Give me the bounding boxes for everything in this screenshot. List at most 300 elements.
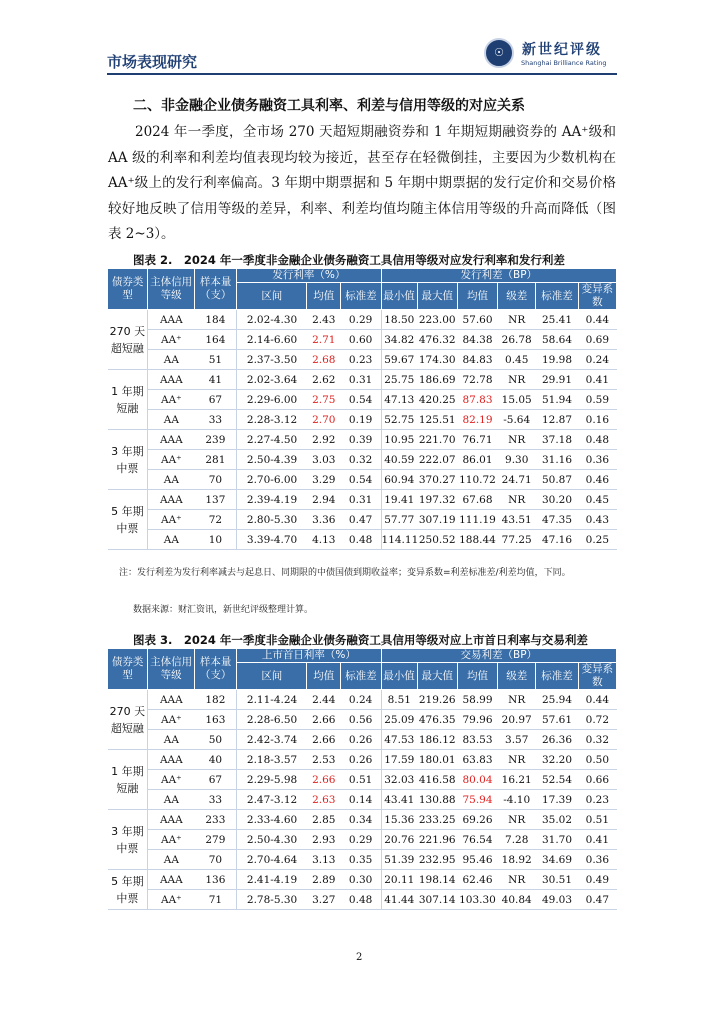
table-cell: 2.75	[307, 390, 341, 410]
table-cell: 164	[194, 330, 236, 350]
table-cell: AA	[148, 730, 195, 750]
table-cell: 103.30	[457, 890, 497, 910]
table-cell: 33	[194, 790, 236, 810]
table-cell: 3.57	[498, 730, 536, 750]
table-cell: 87.83	[457, 390, 497, 410]
table-cell: 197.32	[417, 490, 457, 510]
table-cell: 0.44	[578, 310, 616, 330]
table-cell: 222.07	[417, 450, 457, 470]
header-sample-count: 样本量（支）	[194, 649, 236, 690]
table-cell: -5.64	[498, 410, 536, 430]
table-row	[108, 310, 617, 330]
table-cell: 60.94	[381, 470, 417, 490]
table-cell: NR	[498, 870, 536, 890]
table-cell: 239	[194, 430, 236, 450]
table-row	[108, 730, 617, 750]
table-cell: 0.41	[578, 370, 616, 390]
header-min: 最小值	[381, 283, 417, 310]
table-cell: 0.45	[578, 490, 616, 510]
header-range: 区间	[237, 283, 307, 310]
table-cell: NR	[498, 690, 536, 710]
table-row	[108, 390, 617, 410]
table-cell: 2.92	[307, 430, 341, 450]
table-cell: 233	[194, 810, 236, 830]
table-cell: 47.16	[536, 530, 578, 550]
table-cell: 3.27	[307, 890, 341, 910]
table-cell: 31.70	[536, 830, 578, 850]
header-rating: 主体信用等级	[148, 269, 195, 310]
table-cell: 307.19	[417, 510, 457, 530]
table-cell: 76.71	[457, 430, 497, 450]
table-cell: 0.56	[341, 710, 381, 730]
table-cell: 34.82	[381, 330, 417, 350]
table-cell: 49.03	[536, 890, 578, 910]
table-cell: 63.83	[457, 750, 497, 770]
table2-note: 注：发行利差为发行利率减去与起息日、同期限的中债国债到期收益率；变异系数=利差标准差/利差均值，下同。	[119, 568, 571, 578]
header-rate-group: 上市首日利率（%）	[237, 649, 381, 663]
header-std: 标准差	[536, 663, 578, 690]
table-cell: 51.94	[536, 390, 578, 410]
table-cell: 0.23	[578, 790, 616, 810]
table-cell: 0.23	[341, 350, 381, 370]
table-cell: 40	[194, 750, 236, 770]
table-cell: 0.14	[341, 790, 381, 810]
table-cell: 84.83	[457, 350, 497, 370]
table-cell: 0.49	[578, 870, 616, 890]
section-heading: 二、非金融企业债务融资工具利率、利差与信用等级的对应关系	[133, 98, 525, 114]
table-cell: 2.50-4.30	[237, 830, 307, 850]
table-cell: 0.19	[341, 410, 381, 430]
table-cell: 3.36	[307, 510, 341, 530]
table-cell: 30.51	[536, 870, 578, 890]
table-cell: 3.13	[307, 850, 341, 870]
table-cell: 16.21	[498, 770, 536, 790]
table-cell: 10	[194, 530, 236, 550]
body-paragraph: 2024 年一季度，全市场 270 天超短期融资券和 1 年期短期融资券的 AA⁺级和 AA 级的利率和利差均值表现均较为接近，甚至存在轻微倒挂，主要因为少数机构在 AA⁺级上的发行利率偏高。3 年期中期票据和 5 年期中期票据的发行定价和交易价格较好地反映了信用等级的差异，利率、利差均值均随主体信用等级的升高而降低（图表 2~3）。	[108, 124, 616, 242]
table-cell: 20.11	[381, 870, 417, 890]
table-cell: 12.87	[536, 410, 578, 430]
table-cell: 3.29	[307, 470, 341, 490]
table-cell: 0.59	[578, 390, 616, 410]
table-cell: NR	[498, 810, 536, 830]
table-cell: 75.94	[457, 790, 497, 810]
table-cell: AA⁺	[148, 390, 195, 410]
table-cell: 2.43	[307, 310, 341, 330]
bond-type-cell: 1 年期短融	[108, 370, 148, 430]
table-cell: 71	[194, 890, 236, 910]
table-cell: 198.14	[417, 870, 457, 890]
table-cell: 2.42-3.74	[237, 730, 307, 750]
table-cell: 15.05	[498, 390, 536, 410]
header-section-title: 市场表现研究	[107, 53, 198, 71]
table-cell: AA	[148, 530, 195, 550]
table-cell: AAA	[148, 810, 195, 830]
table-cell: 186.69	[417, 370, 457, 390]
table-cell: 70	[194, 470, 236, 490]
table-cell: AA⁺	[148, 890, 195, 910]
table3-caption: 图表 3. 2024 年一季度非金融企业债务融资工具信用等级对应上市首日利率与交易利差	[133, 633, 588, 647]
table-cell: 82.19	[457, 410, 497, 430]
table-cell: 2.80-5.30	[237, 510, 307, 530]
table-cell: 2.89	[307, 870, 341, 890]
table-cell: AAA	[148, 370, 195, 390]
table-cell: 2.29-5.98	[237, 770, 307, 790]
header-std: 标准差	[536, 283, 578, 310]
table-row	[108, 830, 617, 850]
table-cell: 250.52	[417, 530, 457, 550]
table-cell: 70	[194, 850, 236, 870]
table-cell: 0.36	[578, 450, 616, 470]
table-cell: 47.53	[381, 730, 417, 750]
table-cell: 0.48	[341, 530, 381, 550]
table-cell: 370.27	[417, 470, 457, 490]
table-cell: AA⁺	[148, 710, 195, 730]
table-cell: 0.24	[341, 690, 381, 710]
table-cell: 62.46	[457, 870, 497, 890]
table-cell: 2.14-6.60	[237, 330, 307, 350]
header-std: 标准差	[341, 283, 381, 310]
table-cell: 0.32	[341, 450, 381, 470]
table-row	[108, 370, 617, 390]
table-cell: 0.39	[341, 430, 381, 450]
header-rate-group: 发行利率（%）	[237, 269, 381, 283]
table-cell: 2.33-4.60	[237, 810, 307, 830]
table-cell: 2.27-4.50	[237, 430, 307, 450]
table-cell: 0.46	[578, 470, 616, 490]
page-number: 2	[356, 952, 363, 963]
table-cell: 0.16	[578, 410, 616, 430]
table-cell: 130.88	[417, 790, 457, 810]
table-cell: 3.03	[307, 450, 341, 470]
bond-type-cell: 5 年期中票	[108, 870, 148, 910]
table-cell: 476.32	[417, 330, 457, 350]
header-max: 最大值	[417, 283, 457, 310]
table-cell: AA	[148, 850, 195, 870]
header-bond-type: 债券类型	[108, 269, 148, 310]
table-cell: 0.50	[578, 750, 616, 770]
bond-type-cell: 1 年期短融	[108, 750, 148, 810]
table-cell: 0.54	[341, 470, 381, 490]
table-cell: 137	[194, 490, 236, 510]
table-cell: AAA	[148, 870, 195, 890]
table-cell: 4.13	[307, 530, 341, 550]
table-cell: 2.70-6.00	[237, 470, 307, 490]
table-cell: 279	[194, 830, 236, 850]
table-cell: 2.11-4.24	[237, 690, 307, 710]
table-cell: 0.51	[341, 770, 381, 790]
table-cell: 59.67	[381, 350, 417, 370]
table-cell: 76.54	[457, 830, 497, 850]
logo-text-en: Shanghai Brilliance Rating	[521, 59, 607, 67]
table-cell: AA	[148, 790, 195, 810]
table-cell: 0.34	[341, 810, 381, 830]
table-cell: 47.35	[536, 510, 578, 530]
table-cell: AA	[148, 350, 195, 370]
table-cell: 40.59	[381, 450, 417, 470]
table-cell: 0.29	[341, 830, 381, 850]
table-cell: 186.12	[417, 730, 457, 750]
table-cell: 110.72	[457, 470, 497, 490]
header-cv: 变异系数	[578, 663, 616, 690]
table-row	[108, 890, 617, 910]
table-cell: NR	[498, 370, 536, 390]
table-cell: 77.25	[498, 530, 536, 550]
header-grade: 级差	[498, 283, 536, 310]
table-cell: 51	[194, 350, 236, 370]
table-row	[108, 750, 617, 770]
table-row	[108, 790, 617, 810]
table-cell: 95.46	[457, 850, 497, 870]
table-cell: 19.98	[536, 350, 578, 370]
table-cell: 0.72	[578, 710, 616, 730]
table-cell: 41.44	[381, 890, 417, 910]
table-cell: 50.87	[536, 470, 578, 490]
table-cell: 0.31	[341, 370, 381, 390]
table-cell: 2.68	[307, 350, 341, 370]
table-cell: 420.25	[417, 390, 457, 410]
table-cell: 18.92	[498, 850, 536, 870]
table-cell: 233.25	[417, 810, 457, 830]
table-cell: 25.75	[381, 370, 417, 390]
table-cell: 24.71	[498, 470, 536, 490]
table-cell: 18.50	[381, 310, 417, 330]
table-cell: 9.30	[498, 450, 536, 470]
header-std: 标准差	[341, 663, 381, 690]
table-row	[108, 430, 617, 450]
table-cell: 232.95	[417, 850, 457, 870]
table-cell: 2.28-3.12	[237, 410, 307, 430]
table-cell: 2.02-3.64	[237, 370, 307, 390]
table-cell: AA⁺	[148, 510, 195, 530]
table-cell: 221.96	[417, 830, 457, 850]
table-cell: 219.26	[417, 690, 457, 710]
table-cell: 476.35	[417, 710, 457, 730]
table2-issue-rates	[107, 268, 617, 550]
table-cell: 2.28-6.50	[237, 710, 307, 730]
table-cell: -4.10	[498, 790, 536, 810]
table2-caption: 图表 2. 2024 年一季度非金融企业债务融资工具信用等级对应发行利率和发行利差	[133, 253, 565, 267]
table-cell: 2.18-3.57	[237, 750, 307, 770]
table-cell: NR	[498, 310, 536, 330]
table-cell: 2.78-5.30	[237, 890, 307, 910]
table-row	[108, 330, 617, 350]
table-row	[108, 490, 617, 510]
table-cell: 47.13	[381, 390, 417, 410]
table-cell: NR	[498, 750, 536, 770]
table-row	[108, 510, 617, 530]
table-cell: 2.70-4.64	[237, 850, 307, 870]
table-row	[108, 450, 617, 470]
table-row	[108, 470, 617, 490]
table-cell: 25.94	[536, 690, 578, 710]
table-cell: 0.43	[578, 510, 616, 530]
table-cell: 35.02	[536, 810, 578, 830]
table-cell: 0.26	[341, 750, 381, 770]
table-cell: 281	[194, 450, 236, 470]
table-cell: 20.97	[498, 710, 536, 730]
table2-source: 数据来源：财汇资讯，新世纪评级整理计算。	[133, 605, 314, 615]
table-cell: 2.44	[307, 690, 341, 710]
table-cell: 26.78	[498, 330, 536, 350]
table-cell: 67.68	[457, 490, 497, 510]
table-cell: 223.00	[417, 310, 457, 330]
table-cell: 3.39-4.70	[237, 530, 307, 550]
table-cell: 174.30	[417, 350, 457, 370]
table-cell: 2.93	[307, 830, 341, 850]
table-cell: 0.45	[498, 350, 536, 370]
table-cell: 180.01	[417, 750, 457, 770]
table-cell: 0.26	[341, 730, 381, 750]
table-cell: 50	[194, 730, 236, 750]
table-cell: 17.59	[381, 750, 417, 770]
table-row	[108, 870, 617, 890]
table-cell: NR	[498, 490, 536, 510]
table-cell: 79.96	[457, 710, 497, 730]
table-cell: 2.85	[307, 810, 341, 830]
bond-type-cell: 5 年期中票	[108, 490, 148, 550]
table-cell: AA⁺	[148, 330, 195, 350]
company-logo	[484, 38, 624, 72]
header-spread-group: 交易利差（BP）	[381, 649, 616, 663]
table-cell: 32.03	[381, 770, 417, 790]
table-cell: 0.41	[578, 830, 616, 850]
table-cell: 2.66	[307, 710, 341, 730]
table-cell: 52.75	[381, 410, 417, 430]
logo-text-cn: 新世纪评级	[522, 42, 602, 58]
table-cell: 0.66	[578, 770, 616, 790]
table-cell: 2.39-4.19	[237, 490, 307, 510]
table-cell: 43.41	[381, 790, 417, 810]
table-cell: 2.66	[307, 730, 341, 750]
table-cell: 30.20	[536, 490, 578, 510]
table-cell: 111.19	[457, 510, 497, 530]
table-cell: 25.09	[381, 710, 417, 730]
table-cell: 2.70	[307, 410, 341, 430]
table-cell: AAA	[148, 750, 195, 770]
table-cell: 7.28	[498, 830, 536, 850]
table-cell: 182	[194, 690, 236, 710]
table-cell: 32.20	[536, 750, 578, 770]
table-cell: 29.91	[536, 370, 578, 390]
bond-type-cell: 270 天超短融	[108, 310, 148, 370]
table-cell: 2.47-3.12	[237, 790, 307, 810]
table-cell: 184	[194, 310, 236, 330]
table-cell: 80.04	[457, 770, 497, 790]
table-cell: AA	[148, 410, 195, 430]
table-cell: 25.41	[536, 310, 578, 330]
header-spread-group: 发行利差（BP）	[381, 269, 616, 283]
table-cell: 17.39	[536, 790, 578, 810]
header-mean: 均值	[307, 283, 341, 310]
header-rule	[107, 73, 617, 75]
table-cell: AA⁺	[148, 450, 195, 470]
table-cell: 2.50-4.39	[237, 450, 307, 470]
table-cell: 41	[194, 370, 236, 390]
table-cell: 57.61	[536, 710, 578, 730]
table-cell: 84.38	[457, 330, 497, 350]
table-cell: 72	[194, 510, 236, 530]
table-cell: 125.51	[417, 410, 457, 430]
table-cell: 86.01	[457, 450, 497, 470]
table-cell: 2.71	[307, 330, 341, 350]
table-cell: 2.02-4.30	[237, 310, 307, 330]
table-cell: 2.41-4.19	[237, 870, 307, 890]
table-cell: 52.54	[536, 770, 578, 790]
table-cell: 0.48	[578, 430, 616, 450]
table-cell: 163	[194, 710, 236, 730]
header-range: 区间	[237, 663, 307, 690]
table-cell: 67	[194, 390, 236, 410]
table-cell: 51.39	[381, 850, 417, 870]
table-row	[108, 350, 617, 370]
table-cell: 2.62	[307, 370, 341, 390]
table-cell: 0.24	[578, 350, 616, 370]
table-cell: 0.31	[341, 490, 381, 510]
header-max: 最大值	[417, 663, 457, 690]
table-cell: 20.76	[381, 830, 417, 850]
table-cell: 114.11	[381, 530, 417, 550]
table-cell: AA⁺	[148, 830, 195, 850]
table-cell: 188.44	[457, 530, 497, 550]
table-row	[108, 770, 617, 790]
table3-trading-spreads	[107, 648, 617, 910]
table-cell: 15.36	[381, 810, 417, 830]
table-cell: 0.36	[578, 850, 616, 870]
header-bond-type: 债券类型	[108, 649, 148, 690]
table-cell: 40.84	[498, 890, 536, 910]
table-cell: 2.94	[307, 490, 341, 510]
table-cell: AAA	[148, 310, 195, 330]
table-cell: AA⁺	[148, 770, 195, 790]
table-cell: 2.29-6.00	[237, 390, 307, 410]
table-cell: AAA	[148, 430, 195, 450]
table-cell: 2.66	[307, 770, 341, 790]
table-cell: 33	[194, 410, 236, 430]
table-cell: 57.77	[381, 510, 417, 530]
table-cell: AA	[148, 470, 195, 490]
table-cell: 2.37-3.50	[237, 350, 307, 370]
bond-type-cell: 3 年期中票	[108, 430, 148, 490]
table-cell: 57.60	[457, 310, 497, 330]
table-cell: 34.69	[536, 850, 578, 870]
table-cell: 43.51	[498, 510, 536, 530]
table-cell: 416.58	[417, 770, 457, 790]
header-mean: 均值	[457, 663, 497, 690]
table-cell: 31.16	[536, 450, 578, 470]
table-cell: 69.26	[457, 810, 497, 830]
table-cell: 0.69	[578, 330, 616, 350]
table-cell: 83.53	[457, 730, 497, 750]
header-grade: 级差	[498, 663, 536, 690]
header-rating: 主体信用等级	[148, 649, 195, 690]
table-cell: 0.32	[578, 730, 616, 750]
table-row	[108, 850, 617, 870]
table-cell: 19.41	[381, 490, 417, 510]
header-cv: 变异系数	[578, 283, 616, 310]
table-cell: AAA	[148, 690, 195, 710]
table-cell: 0.47	[578, 890, 616, 910]
table-cell: 58.99	[457, 690, 497, 710]
header-mean: 均值	[307, 663, 341, 690]
table-cell: 72.78	[457, 370, 497, 390]
table-cell: 136	[194, 870, 236, 890]
table-row	[108, 410, 617, 430]
table-cell: 0.35	[341, 850, 381, 870]
table-cell: 67	[194, 770, 236, 790]
bond-type-cell: 270 天超短融	[108, 690, 148, 750]
table-cell: 307.14	[417, 890, 457, 910]
table-cell: 0.30	[341, 870, 381, 890]
